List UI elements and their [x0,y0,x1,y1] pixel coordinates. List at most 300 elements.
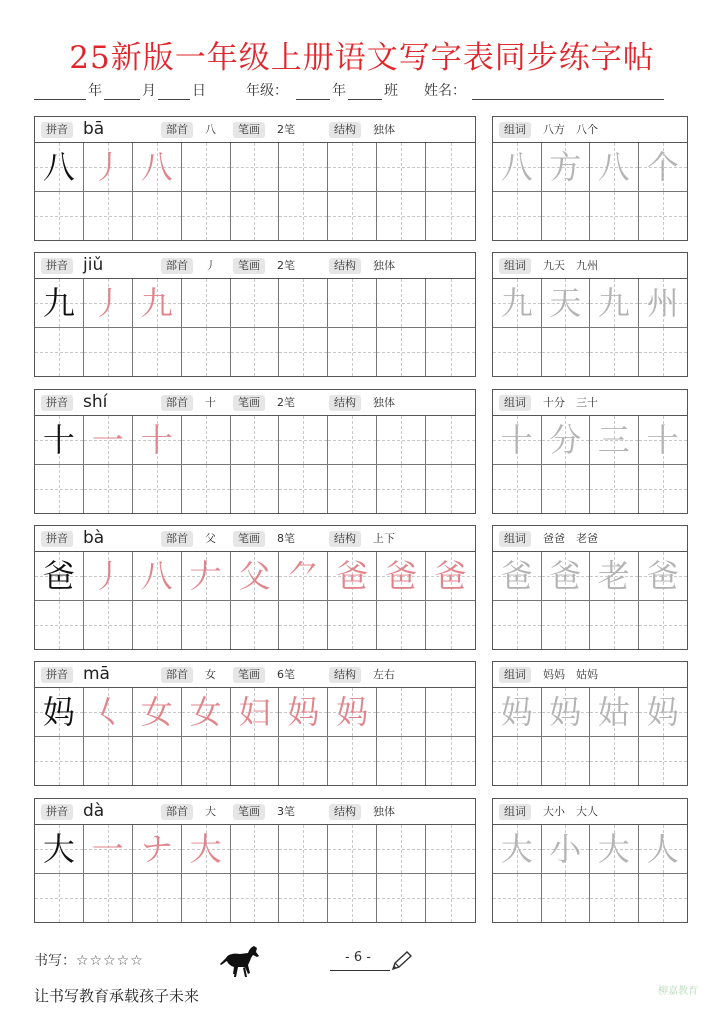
grade-blank[interactable] [296,99,330,100]
guide-line-horizontal [35,898,83,899]
tianzige-grid [493,825,687,922]
grid-cell[interactable] [639,552,688,601]
grid-cell[interactable] [231,192,280,241]
stroke-order-step: 丿 [91,556,124,595]
guide-line-horizontal [426,712,475,713]
grid-cell[interactable] [84,601,133,650]
grid-cell[interactable] [426,143,475,192]
grid-cell[interactable] [84,552,133,601]
practice-block [34,389,476,514]
grid-cell[interactable] [377,143,426,192]
page-title: 25新版一年级上册语文写字表同步练字帖 [69,40,655,76]
guide-line-horizontal [377,167,425,168]
guide-line-horizontal [231,625,279,626]
stroke-order-step: 女 [140,692,173,731]
grid-cell[interactable] [35,416,84,465]
grid-cell[interactable] [639,825,688,874]
grid-cell[interactable] [182,688,231,737]
grid-cell[interactable] [182,874,231,923]
grid-cell[interactable] [639,416,688,465]
grid-cell[interactable] [328,601,377,650]
grid-cell[interactable] [493,192,542,241]
guide-line-horizontal [35,625,83,626]
guide-line-horizontal [84,352,132,353]
stroke-count-value: 8笔 [277,532,295,545]
guide-line-horizontal [182,216,230,217]
structure-label: 结构 [329,395,361,411]
words-value: 爸爸 老爸 [543,532,598,545]
grid-cell[interactable] [133,737,182,786]
guide-line-horizontal [377,352,425,353]
grid-cell[interactable] [328,192,377,241]
grid-cell[interactable] [493,874,542,923]
grid-cell[interactable] [328,688,377,737]
guide-line-horizontal [231,167,279,168]
grid-cell[interactable] [377,279,426,328]
grid-cell[interactable] [493,328,542,377]
day-label: 日 [192,83,206,99]
grid-cell[interactable] [279,737,328,786]
grid-cell[interactable] [426,279,475,328]
grid-cell[interactable] [590,465,639,514]
grid-cell[interactable] [133,465,182,514]
stroke-order-step: 一 [91,420,124,459]
slogan: 让书写教育承载孩子未来 [34,987,200,1005]
rating [34,950,144,970]
grid-cell[interactable] [182,737,231,786]
grid-cell[interactable] [84,279,133,328]
grid-cell[interactable] [133,328,182,377]
stroke-order-step: 妇 [238,692,271,731]
grid-cell[interactable] [426,601,475,650]
guide-line-horizontal [328,849,376,850]
grid-cell[interactable] [590,416,639,465]
guide-line-horizontal [377,625,425,626]
name-blank[interactable] [472,99,664,100]
grid-cell[interactable] [182,416,231,465]
pinyin-value: jiǔ [83,255,104,275]
class-label: 班 [384,83,398,99]
guide-line-horizontal [35,352,83,353]
guide-line-horizontal [639,216,688,217]
grid-cell[interactable] [377,601,426,650]
grid-cell[interactable] [328,737,377,786]
stroke-count-label: 笔画 [233,122,265,138]
grid-cell[interactable] [590,328,639,377]
main-character: 八 [42,147,75,186]
guide-line-horizontal [35,761,83,762]
grid-cell[interactable] [639,143,688,192]
word-block [492,798,688,923]
grid-cell[interactable] [35,825,84,874]
day-blank[interactable] [158,99,190,100]
stroke-order-step: 丿 [91,283,124,322]
stroke-order-step: 女 [189,692,222,731]
grid-cell[interactable] [328,328,377,377]
grid-cell[interactable] [35,601,84,650]
grid-cell[interactable] [328,416,377,465]
stroke-count-label: 笔画 [233,667,265,683]
grid-cell[interactable] [279,416,328,465]
grid-cell[interactable] [133,874,182,923]
grid-cell[interactable] [35,279,84,328]
grid-cell[interactable] [426,552,475,601]
stroke-order-step: 父 [238,556,271,595]
stroke-count-value: 6笔 [277,668,295,681]
grid-cell[interactable] [377,192,426,241]
tianzige-grid [493,279,687,376]
year-blank[interactable] [34,99,86,100]
grid-cell[interactable] [493,825,542,874]
grid-cell[interactable] [590,601,639,650]
tianzige-grid [493,416,687,513]
trace-character: 方 [549,147,582,186]
guide-line-horizontal [279,898,327,899]
grid-cell[interactable] [590,143,639,192]
grid-cell[interactable] [84,825,133,874]
grid-cell[interactable] [639,874,688,923]
grid-cell[interactable] [493,737,542,786]
pinyin-value: mā [83,664,110,684]
stroke-count-value: 2笔 [277,123,295,136]
grid-cell[interactable] [542,874,591,923]
character-info-header [35,253,475,279]
grid-cell[interactable] [35,737,84,786]
grid-cell[interactable] [279,874,328,923]
grid-cell[interactable] [590,279,639,328]
words-value: 十分 三十 [543,396,598,409]
trace-character: 八 [500,147,533,186]
grid-cell[interactable] [590,552,639,601]
grid-cell[interactable] [639,192,688,241]
structure-value: 左右 [373,668,395,681]
stroke-count-label: 笔画 [233,395,265,411]
guide-line-horizontal [639,898,688,899]
guide-line-horizontal [590,352,638,353]
pinyin-label: 拼音 [41,258,73,274]
stroke-order-step: 八 [140,147,173,186]
grid-cell[interactable] [35,328,84,377]
tianzige-grid [493,552,687,649]
class-blank[interactable] [348,99,382,100]
tianzige-grid [35,688,475,785]
guide-line-horizontal [493,625,541,626]
grid-cell[interactable] [639,328,688,377]
tianzige-grid [35,279,475,376]
words-label: 组词 [499,395,531,411]
grid-cell[interactable] [426,192,475,241]
grid-cell[interactable] [493,279,542,328]
grid-cell[interactable] [590,688,639,737]
grid-cell[interactable] [133,279,182,328]
guide-line-horizontal [328,489,376,490]
word-block [492,525,688,650]
grid-cell[interactable] [493,416,542,465]
guide-line-horizontal [231,440,279,441]
word-block [492,661,688,786]
grid-cell[interactable] [426,737,475,786]
grid-cell[interactable] [377,825,426,874]
grid-cell[interactable] [84,465,133,514]
guide-line-horizontal [426,303,475,304]
radical-value: 丿 [205,259,216,272]
grid-cell[interactable] [133,825,182,874]
guide-line-horizontal [279,167,327,168]
grid-cell[interactable] [639,737,688,786]
trace-character: 老 [597,556,630,595]
grid-cell[interactable] [542,465,591,514]
guide-line-horizontal [84,898,132,899]
grid-cell[interactable] [590,874,639,923]
trace-character: 个 [646,147,679,186]
grid-cell[interactable] [542,143,591,192]
grid-cell[interactable] [590,825,639,874]
grid-cell[interactable] [231,465,280,514]
grid-cell[interactable] [542,192,591,241]
grid-cell[interactable] [84,737,133,786]
character-info-header [35,390,475,416]
grid-cell[interactable] [231,328,280,377]
grid-cell[interactable] [84,416,133,465]
guide-line-horizontal [231,898,279,899]
grid-cell[interactable] [328,874,377,923]
grid-cell[interactable] [328,552,377,601]
main-character: 妈 [42,692,75,731]
radical-label: 部首 [161,122,193,138]
radical-value: 女 [205,668,216,681]
guide-line-horizontal [231,489,279,490]
grid-cell[interactable] [377,552,426,601]
grid-cell[interactable] [639,279,688,328]
stroke-order-step: ⺈ [287,556,320,595]
practice-block [34,525,476,650]
grid-cell[interactable] [133,416,182,465]
grid-cell[interactable] [542,552,591,601]
stroke-order-step: 八 [140,556,173,595]
grid-cell[interactable] [328,279,377,328]
grid-cell[interactable] [542,601,591,650]
grid-cell[interactable] [493,688,542,737]
structure-label: 结构 [329,531,361,547]
grid-cell[interactable] [84,688,133,737]
grid-cell[interactable] [84,143,133,192]
grid-cell[interactable] [590,192,639,241]
grid-cell[interactable] [279,192,328,241]
rating-label: 书写： [34,953,76,969]
grid-cell[interactable] [35,143,84,192]
grid-cell[interactable] [231,552,280,601]
guide-line-horizontal [231,352,279,353]
structure-value: 上下 [373,532,395,545]
grid-cell[interactable] [133,601,182,650]
guide-line-horizontal [182,167,230,168]
trace-character: 妈 [500,692,533,731]
grid-cell[interactable] [279,328,328,377]
grid-cell[interactable] [377,465,426,514]
guide-line-horizontal [377,303,425,304]
guide-line-horizontal [590,761,638,762]
grid-cell[interactable] [231,143,280,192]
word-block [492,389,688,514]
grid-cell[interactable] [542,328,591,377]
guide-line-horizontal [279,216,327,217]
stroke-order-step: 大 [189,829,222,868]
grid-cell[interactable] [35,874,84,923]
guide-line-horizontal [328,440,376,441]
tianzige-grid [35,552,475,649]
guide-line-horizontal [426,216,475,217]
grid-cell[interactable] [231,601,280,650]
character-info-header [35,117,475,143]
grid-cell[interactable] [279,279,328,328]
pinyin-value: shí [83,392,108,412]
guide-line-horizontal [542,898,590,899]
character-info-header [35,526,475,552]
grid-cell[interactable] [182,192,231,241]
grid-cell[interactable] [133,688,182,737]
grid-cell[interactable] [84,874,133,923]
guide-line-horizontal [35,489,83,490]
guide-line-horizontal [493,489,541,490]
grid-cell[interactable] [377,688,426,737]
grid-cell[interactable] [493,143,542,192]
structure-label: 结构 [329,258,361,274]
star-rating[interactable]: ☆☆☆☆☆ [76,953,144,969]
grid-cell[interactable] [133,143,182,192]
grid-cell[interactable] [279,601,328,650]
grid-cell[interactable] [493,601,542,650]
grid-cell[interactable] [426,688,475,737]
grid-cell[interactable] [133,192,182,241]
grid-cell[interactable] [639,465,688,514]
grid-cell[interactable] [279,465,328,514]
grid-cell[interactable] [35,552,84,601]
grid-cell[interactable] [426,874,475,923]
guide-line-horizontal [231,761,279,762]
grid-cell[interactable] [639,601,688,650]
grid-cell[interactable] [377,416,426,465]
word-header [493,253,687,279]
grid-cell[interactable] [426,825,475,874]
guide-line-horizontal [279,489,327,490]
grid-cell[interactable] [182,601,231,650]
guide-line-horizontal [639,625,688,626]
grid-cell[interactable] [426,416,475,465]
structure-label: 结构 [329,804,361,820]
stroke-order-step: 爸 [336,556,369,595]
guide-line-horizontal [35,216,83,217]
guide-line-horizontal [279,761,327,762]
grid-cell[interactable] [231,279,280,328]
grid-cell[interactable] [231,688,280,737]
practice-block [34,252,476,377]
grid-cell[interactable] [328,143,377,192]
grid-cell[interactable] [279,825,328,874]
radical-label: 部首 [161,531,193,547]
grid-cell[interactable] [182,279,231,328]
grid-cell[interactable] [542,825,591,874]
trace-character: 九 [597,283,630,322]
grid-cell[interactable] [493,552,542,601]
month-blank[interactable] [104,99,140,100]
main-character: 九 [42,283,75,322]
grid-cell[interactable] [231,416,280,465]
grid-cell[interactable] [231,874,280,923]
watermark: 柳嘉教育 [658,986,698,997]
radical-label: 部首 [161,258,193,274]
main-character: 大 [42,829,75,868]
stroke-order-step: 妈 [287,692,320,731]
trace-character: 人 [646,829,679,868]
grid-cell[interactable] [426,465,475,514]
structure-label: 结构 [329,122,361,138]
guide-line-horizontal [328,761,376,762]
stroke-count-value: 2笔 [277,259,295,272]
grid-cell[interactable] [377,328,426,377]
practice-block [34,116,476,241]
grid-cell[interactable] [84,192,133,241]
grid-cell[interactable] [84,328,133,377]
stroke-order-step: 爸 [385,556,418,595]
radical-value: 大 [205,805,216,818]
grid-cell[interactable] [639,688,688,737]
grid-cell[interactable] [279,688,328,737]
grid-cell[interactable] [426,328,475,377]
guide-line-horizontal [182,898,230,899]
grid-cell[interactable] [133,552,182,601]
trace-character: 妈 [549,692,582,731]
guide-line-horizontal [493,761,541,762]
grid-cell[interactable] [377,737,426,786]
grid-cell[interactable] [542,416,591,465]
guide-line-horizontal [542,489,590,490]
tianzige-grid [35,416,475,513]
grid-cell[interactable] [231,737,280,786]
guide-line-horizontal [133,761,181,762]
grid-cell[interactable] [279,143,328,192]
main-character: 十 [42,420,75,459]
grid-cell[interactable] [35,688,84,737]
grid-cell[interactable] [182,143,231,192]
grid-cell[interactable] [590,737,639,786]
grid-cell[interactable] [231,825,280,874]
guide-line-horizontal [426,625,475,626]
grid-cell[interactable] [542,279,591,328]
grid-cell[interactable] [35,465,84,514]
words-value: 九天 九州 [543,259,598,272]
trace-character: 州 [646,283,679,322]
grid-cell[interactable] [182,552,231,601]
grid-cell[interactable] [377,874,426,923]
grid-cell[interactable] [542,737,591,786]
grid-cell[interactable] [182,328,231,377]
pinyin-value: bā [83,119,105,139]
guide-line-horizontal [279,440,327,441]
grid-cell[interactable] [328,465,377,514]
grid-cell[interactable] [182,825,231,874]
trace-character: 十 [646,420,679,459]
radical-label: 部首 [161,667,193,683]
grid-cell[interactable] [328,825,377,874]
grid-cell[interactable] [279,552,328,601]
words-label: 组词 [499,258,531,274]
grid-cell[interactable] [182,465,231,514]
grid-cell[interactable] [35,192,84,241]
year-label: 年 [88,83,102,99]
word-block [492,252,688,377]
grid-cell[interactable] [542,688,591,737]
grid-cell[interactable] [493,465,542,514]
